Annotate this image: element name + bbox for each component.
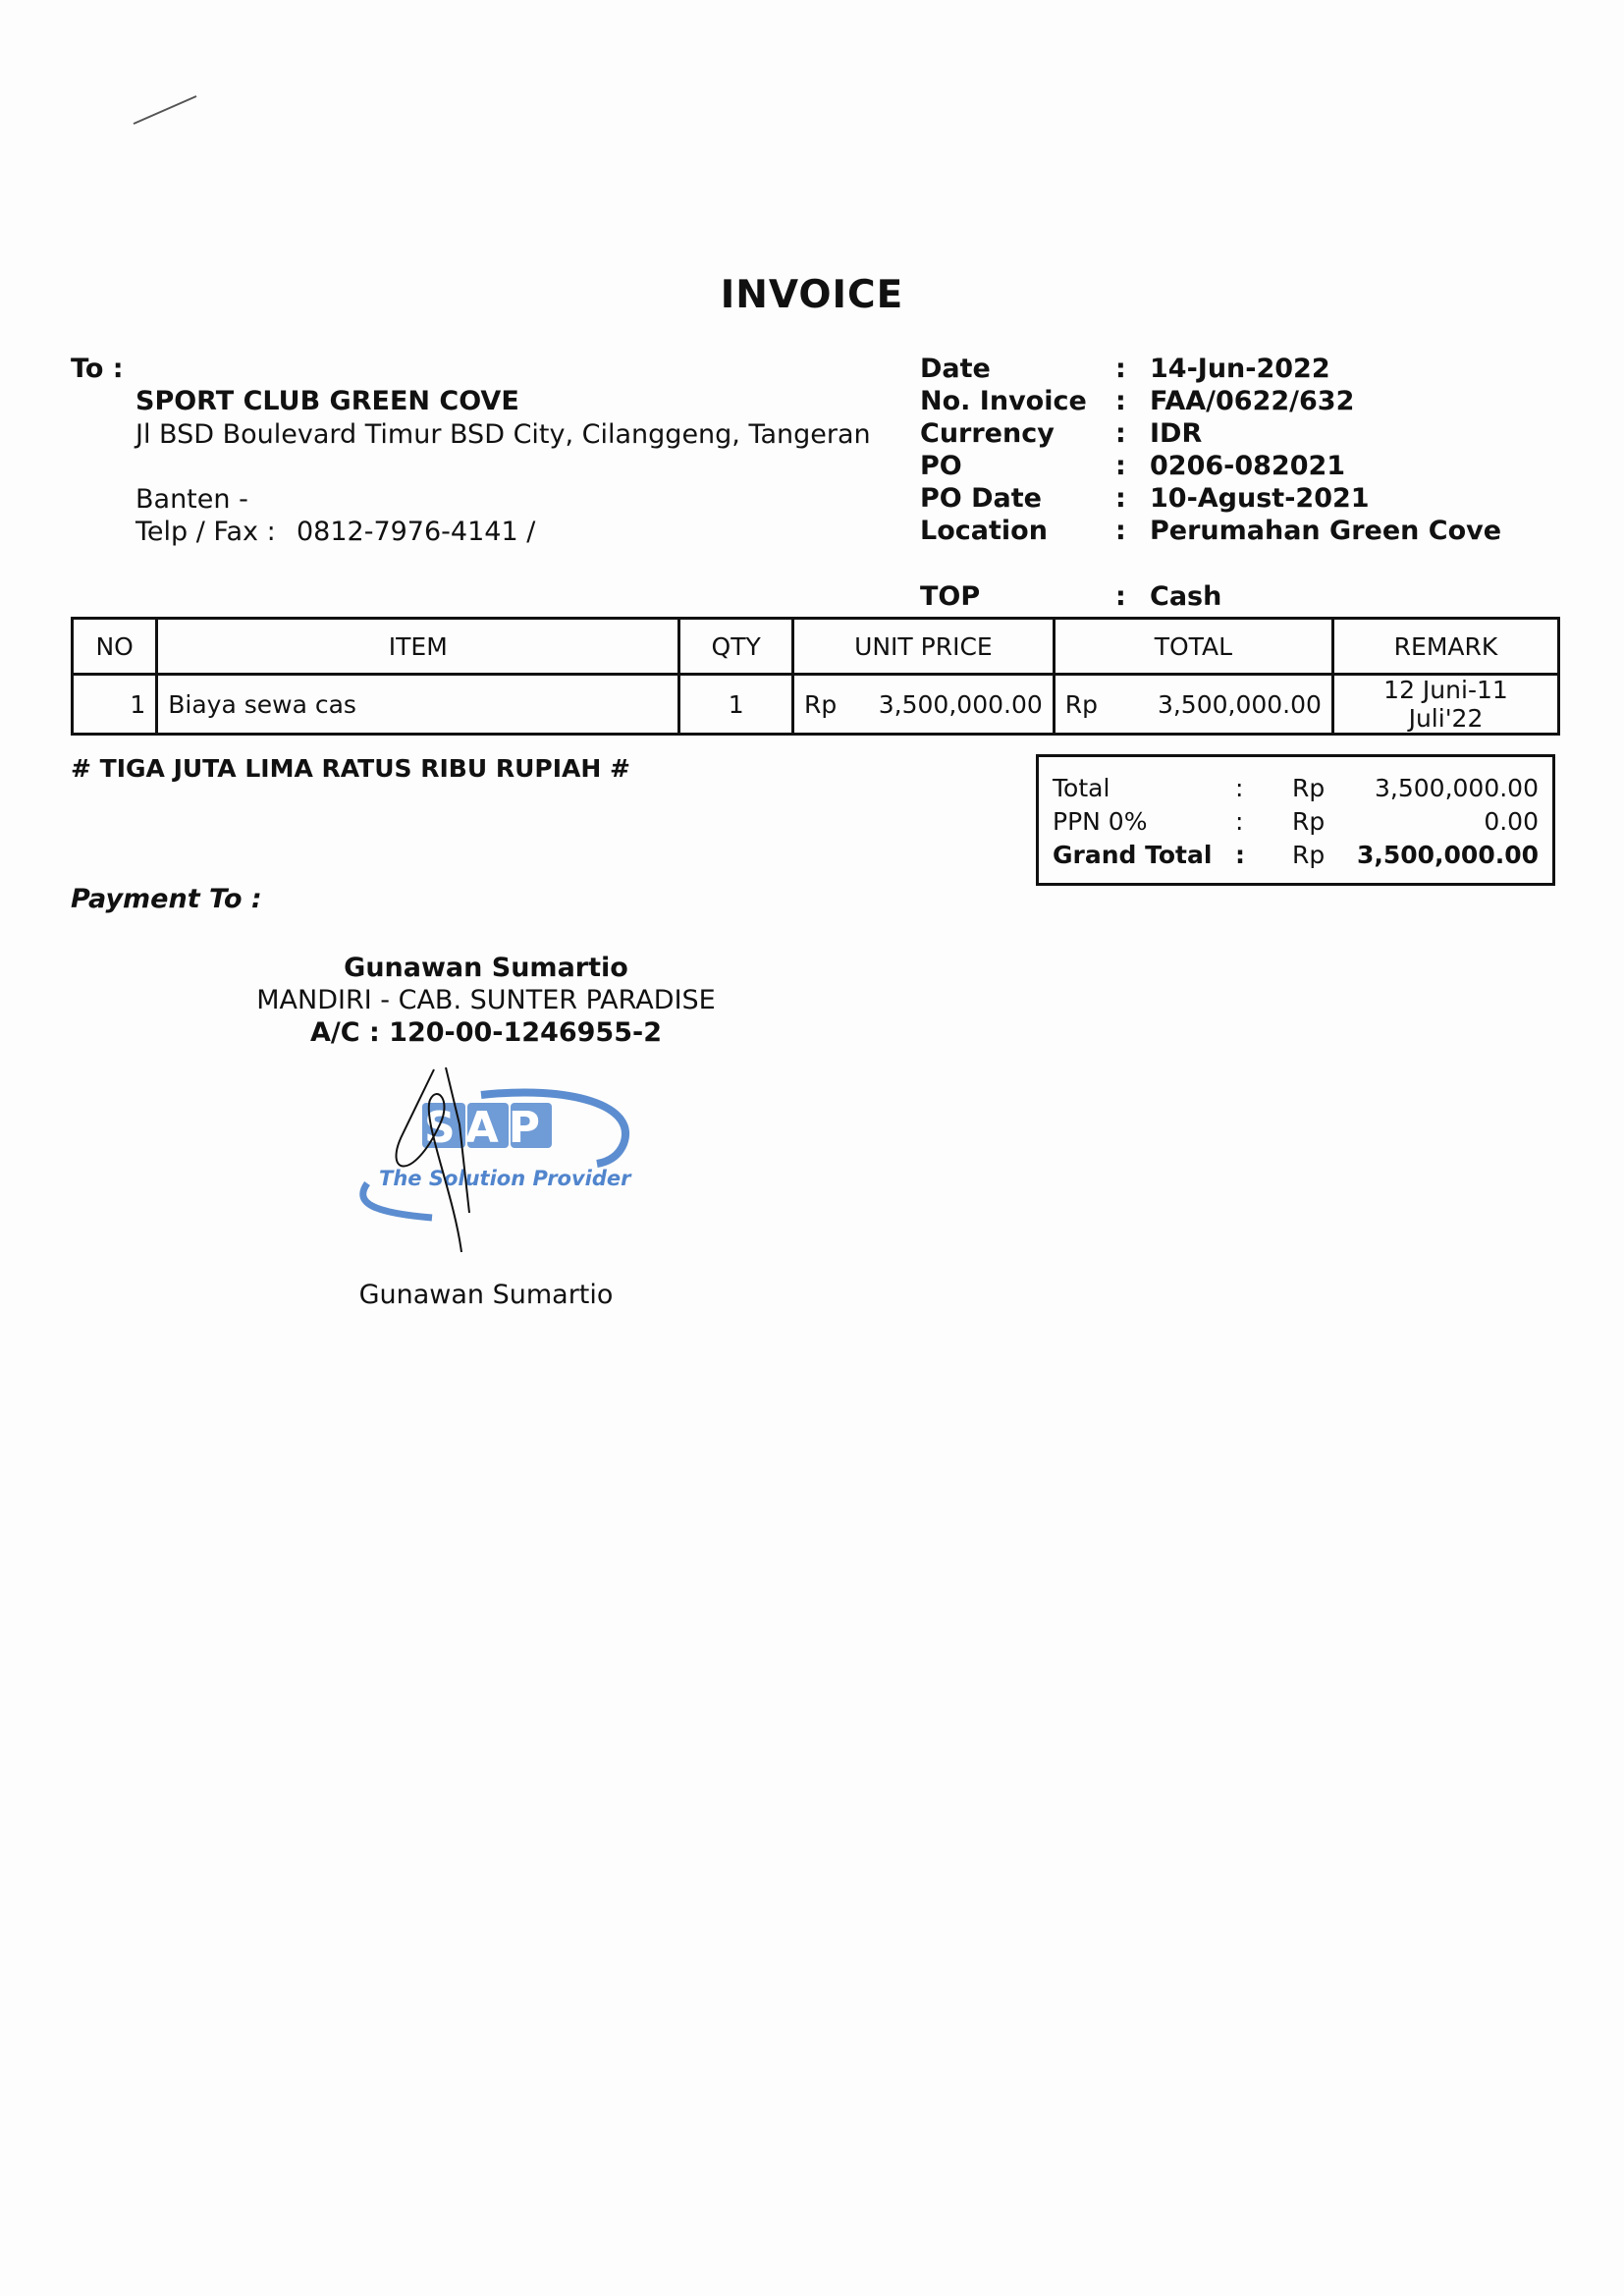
totals-colon: : bbox=[1235, 774, 1244, 802]
totals-row-total bbox=[1053, 774, 1539, 807]
meta-colon: : bbox=[1115, 516, 1126, 546]
meta-value-po: 0206-082021 bbox=[1150, 451, 1346, 481]
meta-label-currency: Currency bbox=[920, 418, 1055, 449]
totals-label: PPN 0% bbox=[1053, 807, 1148, 836]
meta-colon: : bbox=[1115, 354, 1126, 384]
col-header-total: TOTAL bbox=[1054, 619, 1332, 675]
meta-value-currency: IDR bbox=[1150, 418, 1203, 449]
totals-currency: Rp bbox=[1292, 807, 1326, 836]
scan-pen-mark bbox=[128, 90, 206, 130]
meta-colon: : bbox=[1115, 451, 1126, 481]
payee-account: A/C : 120-00-1246955-2 bbox=[309, 1017, 662, 1048]
meta-value-location: Perumahan Green Cove bbox=[1150, 516, 1502, 546]
meta-colon: : bbox=[1115, 386, 1126, 416]
totals-row-ppn bbox=[1053, 807, 1539, 841]
customer-phone-value: 0812-7976-4141 / bbox=[297, 517, 536, 547]
unit-price-value: 3,500,000.00 bbox=[878, 689, 1043, 719]
cell-unit-price bbox=[793, 675, 1055, 735]
totals-colon: : bbox=[1235, 807, 1244, 836]
meta-label-date: Date bbox=[920, 354, 991, 384]
totals-value: 3,500,000.00 bbox=[1375, 774, 1539, 802]
amount-in-words: # TIGA JUTA LIMA RATUS RIBU RUPIAH # bbox=[71, 754, 630, 783]
meta-value-invoice-no: FAA/0622/632 bbox=[1150, 386, 1355, 416]
items-table bbox=[71, 617, 1560, 736]
cell-item: Biaya sewa cas bbox=[157, 675, 679, 735]
col-header-qty: QTY bbox=[679, 619, 793, 675]
signatory-name: Gunawan Sumartio bbox=[358, 1280, 614, 1310]
cell-qty: 1 bbox=[679, 675, 793, 735]
col-header-remark: REMARK bbox=[1332, 619, 1558, 675]
cell-remark: 12 Juni-11 Juli'22 bbox=[1332, 675, 1558, 735]
invoice-title: INVOICE bbox=[720, 273, 904, 317]
customer-address-line2: Banten - bbox=[135, 484, 248, 515]
payee-name: Gunawan Sumartio bbox=[344, 953, 628, 983]
meta-value-date: 14-Jun-2022 bbox=[1150, 354, 1330, 384]
totals-currency: Rp bbox=[1292, 841, 1326, 869]
table-row bbox=[73, 675, 1559, 735]
payee-bank: MANDIRI - CAB. SUNTER PARADISE bbox=[256, 985, 716, 1015]
meta-label-invoice-no: No. Invoice bbox=[920, 386, 1087, 416]
col-header-unit-price: UNIT PRICE bbox=[793, 619, 1055, 675]
handwritten-signature bbox=[397, 1067, 469, 1252]
meta-colon: : bbox=[1115, 483, 1126, 514]
totals-colon: : bbox=[1235, 841, 1245, 869]
unit-price-currency: Rp bbox=[804, 689, 838, 719]
meta-colon: : bbox=[1115, 581, 1126, 612]
customer-name: SPORT CLUB GREEN COVE bbox=[135, 386, 519, 416]
meta-value-po-date: 10-Agust-2021 bbox=[1150, 483, 1370, 514]
stamp-logo-text: SAP bbox=[424, 1103, 550, 1153]
totals-value: 0.00 bbox=[1484, 807, 1539, 836]
cell-no: 1 bbox=[73, 675, 157, 735]
meta-label-po: PO bbox=[920, 451, 962, 481]
meta-colon: : bbox=[1115, 418, 1126, 449]
meta-label-location: Location bbox=[920, 516, 1048, 546]
total-currency: Rp bbox=[1064, 689, 1099, 719]
col-header-no: NO bbox=[73, 619, 157, 675]
stamp-tagline: The Solution Provider bbox=[379, 1167, 631, 1190]
payment-to-label: Payment To : bbox=[71, 884, 262, 914]
meta-label-po-date: PO Date bbox=[920, 483, 1042, 514]
company-stamp bbox=[363, 1092, 632, 1218]
totals-row-grand-total bbox=[1053, 841, 1539, 874]
customer-phone-label: Telp / Fax : bbox=[135, 517, 276, 547]
total-value: 3,500,000.00 bbox=[1157, 689, 1322, 719]
cell-total bbox=[1054, 675, 1332, 735]
totals-label: Grand Total bbox=[1053, 841, 1213, 869]
customer-address-line1: Jl BSD Boulevard Timur BSD City, Cilanggeng, Tangeran bbox=[135, 419, 871, 450]
company-stamp-and-signature bbox=[344, 1066, 648, 1262]
totals-value: 3,500,000.00 bbox=[1356, 841, 1539, 869]
meta-value-top: Cash bbox=[1150, 581, 1222, 612]
totals-box bbox=[1036, 754, 1555, 886]
meta-label-top: TOP bbox=[920, 581, 981, 612]
table-header-row bbox=[73, 619, 1559, 675]
to-label: To : bbox=[71, 354, 124, 384]
col-header-item: ITEM bbox=[157, 619, 679, 675]
totals-currency: Rp bbox=[1292, 774, 1326, 802]
totals-label: Total bbox=[1053, 774, 1110, 802]
